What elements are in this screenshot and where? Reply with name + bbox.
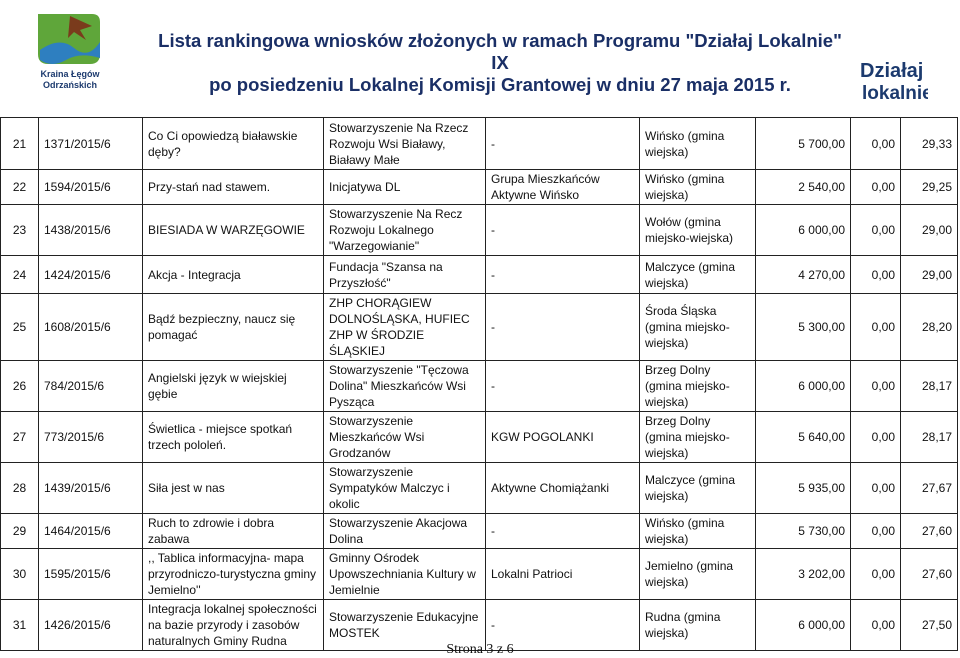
footer-label: Strona — [446, 642, 483, 657]
score-cell: 28,17 — [901, 412, 958, 463]
table-row — [1, 256, 958, 294]
project-title-cell: Przy-stań nad stawem. — [143, 170, 324, 205]
applicant-name-cell: Stowarzyszenie Mieszkańców Wsi Grodzanów — [324, 412, 486, 463]
gmina-area-cell: Malczyce (gmina wiejska) — [640, 463, 756, 514]
partner-name-cell: Lokalni Patrioci — [486, 549, 640, 600]
own-contribution-cell: 0,00 — [851, 514, 901, 549]
page-title — [150, 30, 850, 96]
project-title-cell: ,, Tablica informacyjna- mapa przyrodniczo-turystyczna gminy Jemielno'' — [143, 549, 324, 600]
score-cell: 27,67 — [901, 463, 958, 514]
dzialaj-lokalnie-logo — [858, 55, 928, 105]
partner-name-cell: - — [486, 600, 640, 651]
applicant-name-cell: Stowarzyszenie Na Recz Rozwoju Lokalnego "Warzegowianie" — [324, 205, 486, 256]
grant-amount-cell: 5 640,00 — [756, 412, 851, 463]
project-title-cell: BIESIADA W WARZĘGOWIE — [143, 205, 324, 256]
project-title-cell: Co Ci opowiedzą białawskie dęby? — [143, 118, 324, 170]
row-number-cell: 28 — [1, 463, 39, 514]
project-title-cell: Siła jest w nas — [143, 463, 324, 514]
logo-left-text-2: Odrzańskich — [42, 80, 98, 90]
gmina-area-cell: Wińsko (gmina wiejska) — [640, 118, 756, 170]
project-title-cell: Bądź bezpieczny, naucz się pomagać — [143, 294, 324, 361]
partner-name-cell: KGW POGOLANKI — [486, 412, 640, 463]
application-number-cell: 784/2015/6 — [39, 361, 143, 412]
row-number-cell: 29 — [1, 514, 39, 549]
own-contribution-cell: 0,00 — [851, 600, 901, 651]
partner-name-cell: - — [486, 361, 640, 412]
row-number-cell: 27 — [1, 412, 39, 463]
table-row — [1, 170, 958, 205]
application-number-cell: 1594/2015/6 — [39, 170, 143, 205]
partner-name-cell: - — [486, 118, 640, 170]
score-cell: 28,20 — [901, 294, 958, 361]
applicant-name-cell: Inicjatywa DL — [324, 170, 486, 205]
own-contribution-cell: 0,00 — [851, 256, 901, 294]
title-line-1: Lista rankingowa wniosków złożonych w ramach Programu "Działaj Lokalnie" IX — [158, 30, 842, 73]
score-cell: 29,00 — [901, 256, 958, 294]
project-title-cell: Akcja - Integracja — [143, 256, 324, 294]
footer-of: z — [496, 642, 504, 657]
row-number-cell: 22 — [1, 170, 39, 205]
project-title-cell: Ruch to zdrowie i dobra zabawa — [143, 514, 324, 549]
gmina-area-cell: Wołów (gmina miejsko-wiejska) — [640, 205, 756, 256]
own-contribution-cell: 0,00 — [851, 205, 901, 256]
application-number-cell: 1371/2015/6 — [39, 118, 143, 170]
application-number-cell: 1438/2015/6 — [39, 205, 143, 256]
table-row — [1, 205, 958, 256]
logo-right-text-2: lokalnie — [862, 83, 928, 104]
dzialaj-lokalnie-logo-graphic — [858, 55, 928, 105]
applicant-name-cell: Stowarzyszenie "Tęczowa Dolina" Mieszkańców Wsi Pysząca — [324, 361, 486, 412]
kraina-legow-logo — [30, 6, 110, 98]
grant-amount-cell: 2 540,00 — [756, 170, 851, 205]
logo-right-text-1: Działaj — [860, 60, 924, 82]
row-number-cell: 24 — [1, 256, 39, 294]
own-contribution-cell: 0,00 — [851, 361, 901, 412]
row-number-cell: 21 — [1, 118, 39, 170]
application-number-cell: 1464/2015/6 — [39, 514, 143, 549]
partner-name-cell: - — [486, 514, 640, 549]
title-line-2: po posiedzeniu Lokalnej Komisji Grantowej w dniu 27 maja 2015 r. — [209, 74, 791, 95]
logo-left-text-1: Kraina Łęgów — [40, 69, 100, 79]
ranking-table — [0, 117, 958, 651]
grant-amount-cell: 5 700,00 — [756, 118, 851, 170]
own-contribution-cell: 0,00 — [851, 412, 901, 463]
grant-amount-cell: 4 270,00 — [756, 256, 851, 294]
row-number-cell: 26 — [1, 361, 39, 412]
application-number-cell: 1424/2015/6 — [39, 256, 143, 294]
grant-amount-cell: 5 730,00 — [756, 514, 851, 549]
own-contribution-cell: 0,00 — [851, 463, 901, 514]
project-title-cell: Integracja lokalnej społeczności na bazie przyrody i zasobów naturalnych Gminy Rudna — [143, 600, 324, 651]
project-title-cell: Angielski język w wiejskiej gębie — [143, 361, 324, 412]
applicant-name-cell: Fundacja "Szansa na Przyszłość" — [324, 256, 486, 294]
table-row — [1, 412, 958, 463]
own-contribution-cell: 0,00 — [851, 294, 901, 361]
row-number-cell: 25 — [1, 294, 39, 361]
table-row — [1, 118, 958, 170]
score-cell: 29,33 — [901, 118, 958, 170]
own-contribution-cell: 0,00 — [851, 549, 901, 600]
ranking-table-body — [1, 118, 958, 651]
table-row — [1, 294, 958, 361]
gmina-area-cell: Brzeg Dolny (gmina miejsko-wiejska) — [640, 361, 756, 412]
partner-name-cell: Aktywne Chomiążanki — [486, 463, 640, 514]
table-row — [1, 361, 958, 412]
footer-total: 6 — [506, 642, 514, 657]
row-number-cell: 23 — [1, 205, 39, 256]
score-cell: 29,00 — [901, 205, 958, 256]
gmina-area-cell: Jemielno (gmina wiejska) — [640, 549, 756, 600]
application-number-cell: 1608/2015/6 — [39, 294, 143, 361]
grant-amount-cell: 5 300,00 — [756, 294, 851, 361]
row-number-cell: 31 — [1, 600, 39, 651]
gmina-area-cell: Rudna (gmina wiejska) — [640, 600, 756, 651]
applicant-name-cell: Stowarzyszenie Edukacyjne MOSTEK — [324, 600, 486, 651]
table-row — [1, 549, 958, 600]
application-number-cell: 773/2015/6 — [39, 412, 143, 463]
score-cell: 28,17 — [901, 361, 958, 412]
grant-amount-cell: 6 000,00 — [756, 205, 851, 256]
grant-amount-cell: 3 202,00 — [756, 549, 851, 600]
partner-name-cell: Grupa Mieszkańców Aktywne Wińsko — [486, 170, 640, 205]
own-contribution-cell: 0,00 — [851, 170, 901, 205]
grant-amount-cell: 6 000,00 — [756, 600, 851, 651]
partner-name-cell: - — [486, 294, 640, 361]
page-footer — [0, 642, 960, 658]
applicant-name-cell: Gminny Ośrodek Upowszechniania Kultury w Jemielnie — [324, 549, 486, 600]
footer-page: 3 — [486, 642, 494, 657]
table-row — [1, 463, 958, 514]
application-number-cell: 1439/2015/6 — [39, 463, 143, 514]
partner-name-cell: - — [486, 256, 640, 294]
project-title-cell: Świetlica - miejsce spotkań trzech pololeń. — [143, 412, 324, 463]
gmina-area-cell: Brzeg Dolny (gmina miejsko-wiejska) — [640, 412, 756, 463]
table-row — [1, 514, 958, 549]
score-cell: 29,25 — [901, 170, 958, 205]
score-cell: 27,60 — [901, 549, 958, 600]
application-number-cell: 1595/2015/6 — [39, 549, 143, 600]
applicant-name-cell: Stowarzyszenie Na Rzecz Rozwoju Wsi Białawy, Białawy Małe — [324, 118, 486, 170]
gmina-area-cell: Wińsko (gmina wiejska) — [640, 170, 756, 205]
own-contribution-cell: 0,00 — [851, 118, 901, 170]
grant-amount-cell: 6 000,00 — [756, 361, 851, 412]
grant-amount-cell: 5 935,00 — [756, 463, 851, 514]
applicant-name-cell: Stowarzyszenie Akacjowa Dolina — [324, 514, 486, 549]
kraina-legow-logo-graphic — [30, 6, 110, 98]
gmina-area-cell: Malczyce (gmina wiejska) — [640, 256, 756, 294]
application-number-cell: 1426/2015/6 — [39, 600, 143, 651]
gmina-area-cell: Środa Śląska (gmina miejsko-wiejska) — [640, 294, 756, 361]
partner-name-cell: - — [486, 205, 640, 256]
gmina-area-cell: Wińsko (gmina wiejska) — [640, 514, 756, 549]
applicant-name-cell: ZHP CHORĄGIEW DOLNOŚLĄSKA, HUFIEC ZHP W ŚRODZIE ŚLĄSKIEJ — [324, 294, 486, 361]
score-cell: 27,50 — [901, 600, 958, 651]
applicant-name-cell: Stowarzyszenie Sympatyków Malczyc i okolic — [324, 463, 486, 514]
row-number-cell: 30 — [1, 549, 39, 600]
score-cell: 27,60 — [901, 514, 958, 549]
